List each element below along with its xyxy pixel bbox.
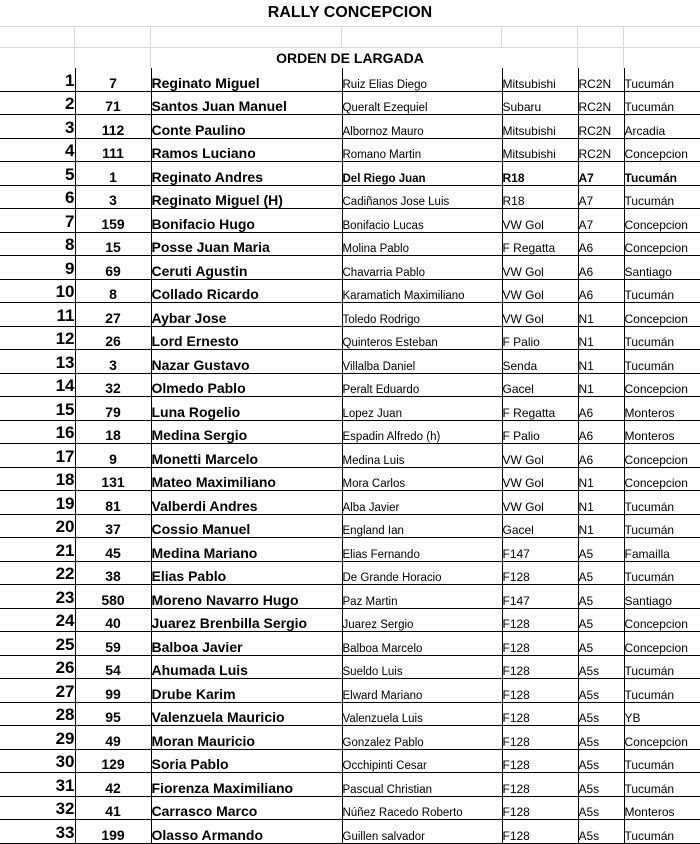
navigator-cell: Karamatich Maximiliano	[342, 279, 502, 303]
city-cell: Concepcion	[624, 232, 700, 256]
city-cell: Santiago	[624, 256, 700, 280]
navigator-cell: Sueldo Luis	[342, 655, 502, 679]
pilot-cell: Reginato Miguel (H)	[151, 185, 342, 209]
car-number-cell: 26	[75, 326, 151, 350]
car-number-cell: 199	[75, 820, 151, 844]
navigator-cell: Balboa Marcelo	[342, 632, 502, 656]
navigator-cell: Cadiñanos Jose Luis	[342, 185, 502, 209]
grid-line	[341, 26, 342, 48]
pilot-cell: Olasso Armando	[151, 820, 342, 844]
pilot-cell: Elias Pablo	[151, 561, 342, 585]
pilot-cell: Moran Mauricio	[151, 726, 342, 750]
car-brand-cell: VW Gol	[502, 491, 578, 515]
table-row	[0, 561, 700, 585]
car-number-cell: 40	[75, 608, 151, 632]
car-brand-cell: F128	[502, 820, 578, 844]
pilot-cell: Medina Mariano	[151, 538, 342, 562]
navigator-cell: Queralt Ezequiel	[342, 91, 502, 115]
position-cell: 25	[0, 632, 75, 656]
car-number-cell: 37	[75, 514, 151, 538]
position-cell: 5	[0, 162, 75, 186]
navigator-cell: Villalba Daniel	[342, 350, 502, 374]
position-cell: 7	[0, 209, 75, 233]
car-brand-cell: F Palio	[502, 326, 578, 350]
class-cell: RC2N	[578, 138, 624, 162]
position-cell: 11	[0, 303, 75, 327]
pilot-cell: Lord Ernesto	[151, 326, 342, 350]
pilot-cell: Monetti Marcelo	[151, 444, 342, 468]
car-number-cell: 95	[75, 702, 151, 726]
car-brand-cell: F147	[502, 538, 578, 562]
navigator-cell: Toledo Rodrigo	[342, 303, 502, 327]
table-row	[0, 585, 700, 609]
table-row	[0, 467, 700, 491]
position-cell: 28	[0, 702, 75, 726]
car-number-cell: 580	[75, 585, 151, 609]
table-row	[0, 232, 700, 256]
car-number-cell: 59	[75, 632, 151, 656]
position-cell: 22	[0, 561, 75, 585]
class-cell: N1	[578, 514, 624, 538]
grid-line	[577, 26, 578, 68]
car-number-cell: 159	[75, 209, 151, 233]
table-row	[0, 749, 700, 773]
pilot-cell: Olmedo Pablo	[151, 373, 342, 397]
car-number-cell: 69	[75, 256, 151, 280]
navigator-cell: Guillen salvador	[342, 820, 502, 844]
pilot-cell: Soria Pablo	[151, 749, 342, 773]
class-cell: A5s	[578, 679, 624, 703]
class-cell: RC2N	[578, 68, 624, 91]
car-brand-cell: F128	[502, 608, 578, 632]
car-number-cell: 27	[75, 303, 151, 327]
table-row	[0, 538, 700, 562]
car-number-cell: 3	[75, 185, 151, 209]
car-brand-cell: Subaru	[502, 91, 578, 115]
pilot-cell: Balboa Javier	[151, 632, 342, 656]
table-row	[0, 679, 700, 703]
class-cell: A5	[578, 608, 624, 632]
city-cell: Tucumán	[624, 679, 700, 703]
table-row	[0, 138, 700, 162]
pilot-cell: Drube Karim	[151, 679, 342, 703]
car-number-cell: 15	[75, 232, 151, 256]
navigator-cell: Ruiz Elias Diego	[342, 68, 502, 91]
pilot-cell: Moreno Navarro Hugo	[151, 585, 342, 609]
navigator-cell: Molina Pablo	[342, 232, 502, 256]
position-cell: 26	[0, 655, 75, 679]
car-brand-cell: F128	[502, 702, 578, 726]
car-number-cell: 41	[75, 796, 151, 820]
sheet-title: RALLY CONCEPCION	[267, 4, 433, 21]
car-brand-cell: F Regatta	[502, 232, 578, 256]
table-row	[0, 91, 700, 115]
car-number-cell: 129	[75, 749, 151, 773]
table-row	[0, 162, 700, 186]
position-cell: 20	[0, 514, 75, 538]
class-cell: A5s	[578, 655, 624, 679]
table-row	[0, 655, 700, 679]
car-number-cell: 45	[75, 538, 151, 562]
pilot-cell: Reginato Andres	[151, 162, 342, 186]
table-row	[0, 279, 700, 303]
position-cell: 6	[0, 185, 75, 209]
car-brand-cell: F128	[502, 726, 578, 750]
pilot-cell: Nazar Gustavo	[151, 350, 342, 374]
class-cell: N1	[578, 326, 624, 350]
car-brand-cell: F Regatta	[502, 397, 578, 421]
car-number-cell: 18	[75, 420, 151, 444]
car-number-cell: 111	[75, 138, 151, 162]
class-cell: A5s	[578, 820, 624, 844]
class-cell: A7	[578, 209, 624, 233]
car-brand-cell: F128	[502, 679, 578, 703]
city-cell: Concepcion	[624, 373, 700, 397]
position-cell: 24	[0, 608, 75, 632]
car-number-cell: 42	[75, 773, 151, 797]
navigator-cell: Albornoz Mauro	[342, 115, 502, 139]
car-number-cell: 131	[75, 467, 151, 491]
city-cell: Concepcion	[624, 303, 700, 327]
class-cell: RC2N	[578, 91, 624, 115]
navigator-cell: Lopez Juan	[342, 397, 502, 421]
car-brand-cell: F128	[502, 796, 578, 820]
navigator-cell: Alba Javier	[342, 491, 502, 515]
pilot-cell: Santos Juan Manuel	[151, 91, 342, 115]
city-cell: Concepcion	[624, 209, 700, 233]
class-cell: A6	[578, 232, 624, 256]
car-number-cell: 3	[75, 350, 151, 374]
car-number-cell: 9	[75, 444, 151, 468]
pilot-cell: Valenzuela Mauricio	[151, 702, 342, 726]
city-cell: Tucumán	[624, 350, 700, 374]
class-cell: N1	[578, 467, 624, 491]
pilot-cell: Conte Paulino	[151, 115, 342, 139]
pilot-cell: Ceruti Agustin	[151, 256, 342, 280]
car-number-cell: 112	[75, 115, 151, 139]
navigator-cell: Núñez Racedo Roberto	[342, 796, 502, 820]
class-cell: A5s	[578, 726, 624, 750]
position-cell: 29	[0, 726, 75, 750]
class-cell: A5	[578, 632, 624, 656]
pilot-cell: Reginato Miguel	[151, 68, 342, 91]
car-brand-cell: Gacel	[502, 373, 578, 397]
car-number-cell: 81	[75, 491, 151, 515]
position-cell: 13	[0, 350, 75, 374]
table-row	[0, 796, 700, 820]
class-cell: A6	[578, 420, 624, 444]
position-cell: 19	[0, 491, 75, 515]
navigator-cell: Valenzuela Luis	[342, 702, 502, 726]
position-cell: 32	[0, 796, 75, 820]
table-row	[0, 115, 700, 139]
class-cell: A5	[578, 561, 624, 585]
class-cell: A6	[578, 397, 624, 421]
pilot-cell: Medina Sergio	[151, 420, 342, 444]
city-cell: Famailla	[624, 538, 700, 562]
pilot-cell: Bonifacio Hugo	[151, 209, 342, 233]
car-brand-cell: VW Gol	[502, 303, 578, 327]
position-cell: 23	[0, 585, 75, 609]
car-brand-cell: F128	[502, 632, 578, 656]
pilot-cell: Cossio Manuel	[151, 514, 342, 538]
car-brand-cell: VW Gol	[502, 279, 578, 303]
car-brand-cell: VW Gol	[502, 444, 578, 468]
car-brand-cell: F128	[502, 749, 578, 773]
position-cell: 33	[0, 820, 75, 844]
class-cell: A5	[578, 538, 624, 562]
car-number-cell: 38	[75, 561, 151, 585]
car-number-cell: 71	[75, 91, 151, 115]
car-brand-cell: F128	[502, 773, 578, 797]
table-row	[0, 773, 700, 797]
city-cell: Santiago	[624, 585, 700, 609]
grid-line	[501, 26, 502, 48]
table-row	[0, 326, 700, 350]
city-cell: Tucumán	[624, 162, 700, 186]
city-cell: Concepcion	[624, 726, 700, 750]
table-row	[0, 632, 700, 656]
class-cell: A5s	[578, 749, 624, 773]
city-cell: Monteros	[624, 796, 700, 820]
table-row	[0, 702, 700, 726]
table-row	[0, 444, 700, 468]
pilot-cell: Mateo Maximiliano	[151, 467, 342, 491]
car-brand-cell: R18	[502, 162, 578, 186]
pilot-cell: Ahumada Luis	[151, 655, 342, 679]
table-row	[0, 303, 700, 327]
car-brand-cell: F128	[502, 655, 578, 679]
table-row	[0, 256, 700, 280]
table-row	[0, 820, 700, 844]
table-row	[0, 209, 700, 233]
car-number-cell: 79	[75, 397, 151, 421]
navigator-cell: Elward Mariano	[342, 679, 502, 703]
pilot-cell: Luna Rogelio	[151, 397, 342, 421]
city-cell: YB	[624, 702, 700, 726]
car-brand-cell: Mitsubishi	[502, 138, 578, 162]
city-cell: Concepcion	[624, 632, 700, 656]
position-cell: 4	[0, 138, 75, 162]
navigator-cell: Gonzalez Pablo	[342, 726, 502, 750]
navigator-cell: Pascual Christian	[342, 773, 502, 797]
position-cell: 30	[0, 749, 75, 773]
class-cell: A5s	[578, 796, 624, 820]
city-cell: Tucumán	[624, 820, 700, 844]
position-cell: 31	[0, 773, 75, 797]
table-row	[0, 491, 700, 515]
class-cell: A7	[578, 162, 624, 186]
car-brand-cell: Gacel	[502, 514, 578, 538]
table-row	[0, 726, 700, 750]
navigator-cell: England Ian	[342, 514, 502, 538]
car-number-cell: 32	[75, 373, 151, 397]
car-number-cell: 8	[75, 279, 151, 303]
position-cell: 27	[0, 679, 75, 703]
city-cell: Tucumán	[624, 561, 700, 585]
pilot-cell: Ramos Luciano	[151, 138, 342, 162]
position-cell: 15	[0, 397, 75, 421]
navigator-cell: Paz Martin	[342, 585, 502, 609]
city-cell: Concepcion	[624, 138, 700, 162]
city-cell: Concepcion	[624, 608, 700, 632]
car-brand-cell: F128	[502, 561, 578, 585]
car-number-cell: 7	[75, 68, 151, 91]
navigator-cell: Occhipinti Cesar	[342, 749, 502, 773]
navigator-cell: Medina Luis	[342, 444, 502, 468]
table-row	[0, 185, 700, 209]
position-cell: 12	[0, 326, 75, 350]
city-cell: Tucumán	[624, 514, 700, 538]
position-cell: 21	[0, 538, 75, 562]
car-brand-cell: Mitsubishi	[502, 115, 578, 139]
table-row	[0, 514, 700, 538]
start-order-table	[0, 68, 700, 844]
position-cell: 9	[0, 256, 75, 280]
position-cell: 14	[0, 373, 75, 397]
city-cell: Tucumán	[624, 279, 700, 303]
table-row	[0, 68, 700, 91]
city-cell: Tucumán	[624, 749, 700, 773]
position-cell: 10	[0, 279, 75, 303]
city-cell: Monteros	[624, 397, 700, 421]
navigator-cell: De Grande Horacio	[342, 561, 502, 585]
pilot-cell: Juarez Brenbilla Sergio	[151, 608, 342, 632]
pilot-cell: Valberdi Andres	[151, 491, 342, 515]
city-cell: Concepcion	[624, 467, 700, 491]
class-cell: A5s	[578, 702, 624, 726]
position-cell: 16	[0, 420, 75, 444]
car-brand-cell: VW Gol	[502, 209, 578, 233]
table-row	[0, 397, 700, 421]
car-brand-cell: F147	[502, 585, 578, 609]
pilot-cell: Collado Ricardo	[151, 279, 342, 303]
pilot-cell: Posse Juan Maria	[151, 232, 342, 256]
navigator-cell: Juarez Sergio	[342, 608, 502, 632]
navigator-cell: Quinteros Esteban	[342, 326, 502, 350]
city-cell: Tucumán	[624, 773, 700, 797]
class-cell: A6	[578, 279, 624, 303]
class-cell: A6	[578, 444, 624, 468]
city-cell: Monteros	[624, 420, 700, 444]
class-cell: N1	[578, 303, 624, 327]
class-cell: N1	[578, 373, 624, 397]
city-cell: Tucumán	[624, 68, 700, 91]
city-cell: Concepcion	[624, 444, 700, 468]
city-cell: Tucumán	[624, 91, 700, 115]
navigator-cell: Romano Martin	[342, 138, 502, 162]
grid-line	[623, 26, 624, 68]
navigator-cell: Chavarria Pablo	[342, 256, 502, 280]
car-brand-cell: VW Gol	[502, 256, 578, 280]
navigator-cell: Mora Carlos	[342, 467, 502, 491]
position-cell: 2	[0, 91, 75, 115]
table-row	[0, 420, 700, 444]
navigator-cell: Elias Fernando	[342, 538, 502, 562]
navigator-cell: Peralt Eduardo	[342, 373, 502, 397]
city-cell: Tucumán	[624, 491, 700, 515]
car-number-cell: 1	[75, 162, 151, 186]
class-cell: A5s	[578, 773, 624, 797]
car-brand-cell: Mitsubishi	[502, 68, 578, 91]
pilot-cell: Aybar Jose	[151, 303, 342, 327]
car-number-cell: 54	[75, 655, 151, 679]
pilot-cell: Carrasco Marco	[151, 796, 342, 820]
class-cell: RC2N	[578, 115, 624, 139]
city-cell: Tucumán	[624, 326, 700, 350]
class-cell: A7	[578, 185, 624, 209]
navigator-cell: Bonifacio Lucas	[342, 209, 502, 233]
class-cell: A5	[578, 585, 624, 609]
table-row	[0, 350, 700, 374]
car-brand-cell: R18	[502, 185, 578, 209]
table-row	[0, 373, 700, 397]
car-number-cell: 99	[75, 679, 151, 703]
grid-line	[0, 26, 700, 27]
city-cell: Tucumán	[624, 185, 700, 209]
class-cell: A6	[578, 256, 624, 280]
position-cell: 18	[0, 467, 75, 491]
position-cell: 8	[0, 232, 75, 256]
position-cell: 17	[0, 444, 75, 468]
pilot-cell: Fiorenza Maximiliano	[151, 773, 342, 797]
navigator-cell: Espadin Alfredo (h)	[342, 420, 502, 444]
city-cell: Tucumán	[624, 655, 700, 679]
sheet-subtitle: ORDEN DE LARGADA	[276, 50, 424, 66]
car-brand-cell: VW Gol	[502, 467, 578, 491]
car-brand-cell: F Palio	[502, 420, 578, 444]
car-number-cell: 49	[75, 726, 151, 750]
class-cell: N1	[578, 491, 624, 515]
grid-line	[74, 26, 75, 68]
position-cell: 3	[0, 115, 75, 139]
position-cell: 1	[0, 68, 75, 91]
table-row	[0, 608, 700, 632]
city-cell: Arcadia	[624, 115, 700, 139]
navigator-cell: Del Riego Juan	[342, 162, 502, 186]
table-body	[0, 68, 700, 843]
car-brand-cell: Senda	[502, 350, 578, 374]
class-cell: N1	[578, 350, 624, 374]
